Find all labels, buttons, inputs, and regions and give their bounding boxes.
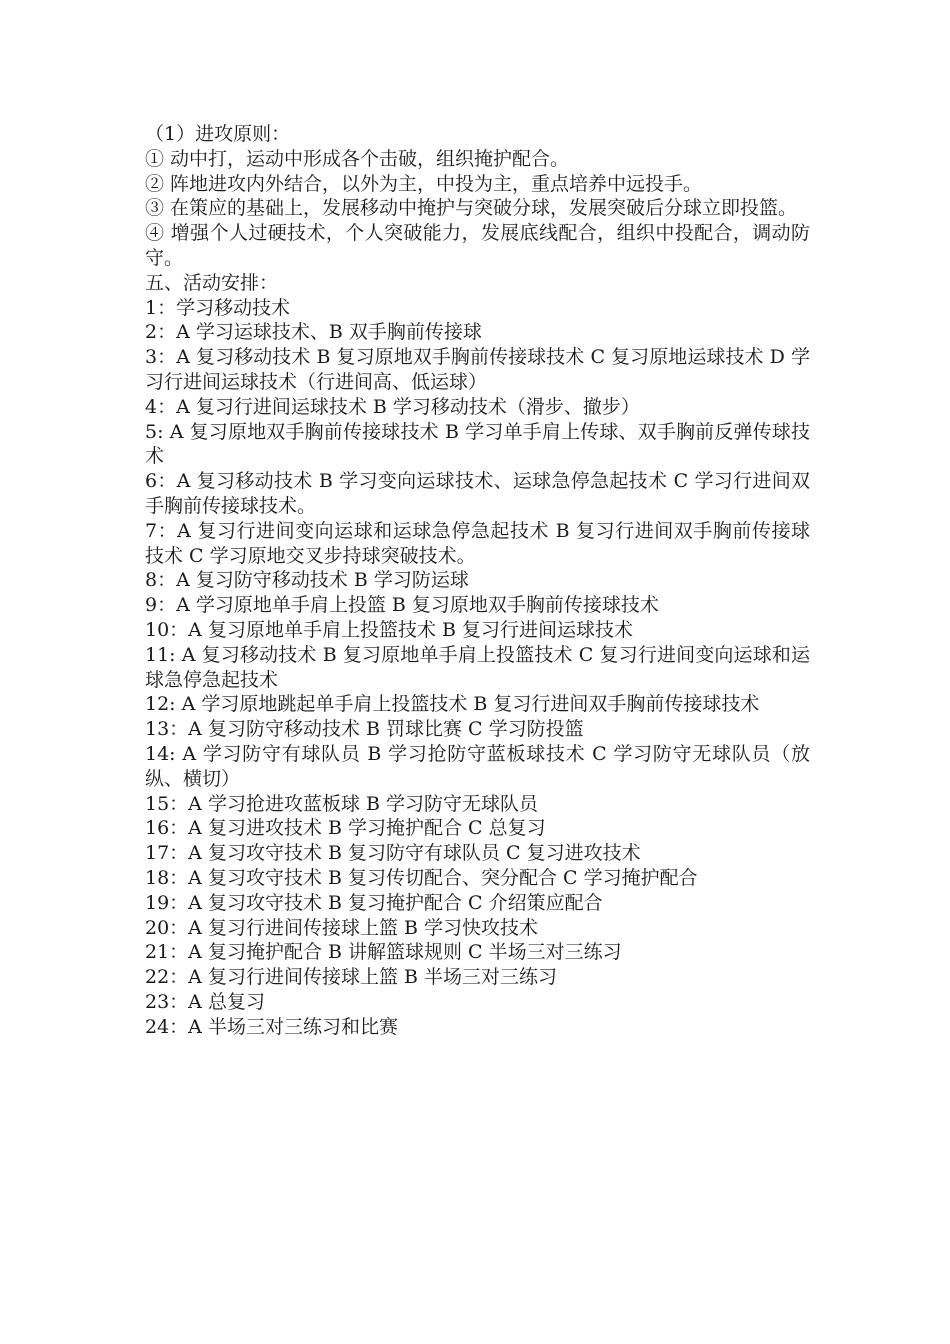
principle-3: ③ 在策应的基础上，发展移动中掩护与突破分球，发展突破后分球立即投篮。: [145, 197, 798, 220]
schedule-item: 17：A 复习攻守技术 B 复习防守有球队员 C 复习进攻技术: [145, 842, 641, 865]
schedule-item: 18：A 复习攻守技术 B 复习传切配合、突分配合 C 学习掩护配合: [145, 866, 698, 889]
schedule-item: 15：A 学习抢进攻蓝板球 B 学习防守无球队员: [145, 792, 538, 815]
offense-principles-heading: （1）进攻原则：: [145, 123, 291, 145]
schedule-item: 11: A 复习移动技术 B 复习原地单手肩上投篮技术 C 复习行进间变向运球和运球急停急起技术: [145, 643, 810, 691]
schedule-item: 3：A 复习移动技术 B 复习原地双手胸前传接球技术 C 复习原地运球技术 D 学习行进间运球技术（行进间高、低运球）: [145, 346, 810, 393]
schedule-item: 7：A 复习行进间变向运球和运球急停急起技术 B 复习行进间双手胸前传接球技术 C 学习原地交叉步持球突破技术。: [145, 519, 810, 567]
schedule-item: 9：A 学习原地单手肩上投篮 B 复习原地双手胸前传接球技术: [145, 594, 659, 617]
principle-4: ④ 增强个人过硬技术，个人突破能力，发展底线配合，组织中投配合，调动防守。: [145, 222, 810, 269]
schedule-item: 16：A 复习进攻技术 B 学习掩护配合 C 总复习: [145, 817, 546, 840]
schedule-item: 8：A 复习防守移动技术 B 学习防运球: [145, 569, 469, 592]
principle-2: ② 阵地进攻内外结合，以外为主，中投为主，重点培养中远投手。: [145, 172, 703, 195]
schedule-item: 20：A 复习行进间传接球上篮 B 学习快攻技术: [145, 916, 538, 939]
schedule-item: 21：A 复习掩护配合 B 讲解篮球规则 C 半场三对三练习: [145, 941, 622, 964]
activity-schedule-heading: 五、活动安排：: [145, 271, 279, 294]
schedule-item: 14: A 学习防守有球队员 B 学习抢防守蓝板球技术 C 学习防守无球队员（放纵、横切）: [145, 742, 810, 790]
schedule-item: 6：A 复习移动技术 B 学习变向运球技术、运球急停急起技术 C 学习行进间双手胸前传接球技术。: [145, 470, 810, 517]
principle-1: ① 动中打，运动中形成各个击破，组织掩护配合。: [145, 147, 570, 170]
schedule-item: 22：A 复习行进间传接球上篮 B 半场三对三练习: [145, 966, 557, 989]
schedule-item: 12: A 学习原地跳起单手肩上投篮技术 B 复习行进间双手胸前传接球技术: [145, 693, 760, 716]
schedule-item: 5: A 复习原地双手胸前传接球技术 B 学习单手肩上传球、双手胸前反弹传球技术: [145, 420, 810, 468]
document-body: [145, 122, 810, 1039]
schedule-item: 1：学习移动技术: [145, 296, 291, 319]
schedule-item: 13：A 复习防守移动技术 B 罚球比赛 C 学习防投篮: [145, 718, 584, 741]
schedule-item: 4：A 复习行进间运球技术 B 学习移动技术（滑步、撤步）: [145, 395, 640, 418]
schedule-item: 19：A 复习攻守技术 B 复习掩护配合 C 介绍策应配合: [145, 891, 603, 914]
schedule-item: 10：A 复习原地单手肩上投篮技术 B 复习行进间运球技术: [145, 618, 633, 641]
schedule-item: 2：A 学习运球技术、B 双手胸前传接球: [145, 321, 482, 344]
schedule-item: 24：A 半场三对三练习和比赛: [145, 1015, 398, 1038]
schedule-item: 23：A 总复习: [145, 990, 265, 1013]
